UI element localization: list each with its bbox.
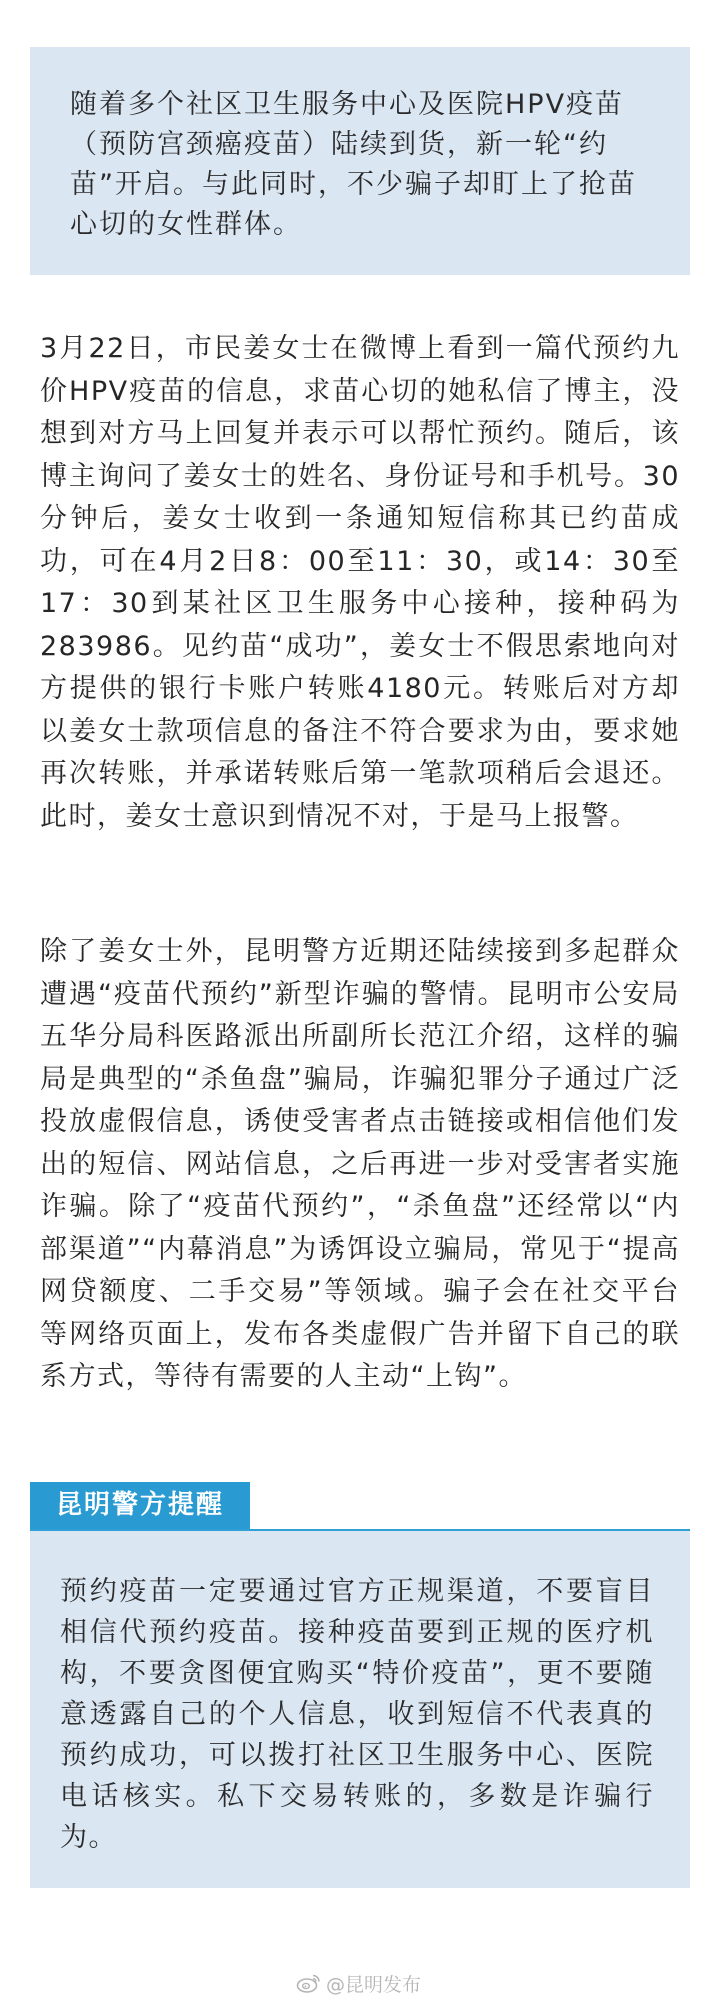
article-paragraph-2: 除了姜女士外，昆明警方近期还陆续接到多起群众遭遇“疫苗代预约”新型诈骗的警情。昆明市公安局五华分局科医路派出所副所长范江介绍，这样的骗局是典型的“杀鱼盘”骗局，诈骗犯罪分子通过广泛投放虚假信息，诱使受害者点击链接或相信他们发出的短信、网站信息，之后再进一步对受害者实施诈骗。除了“疫苗代预约”，“杀鱼盘”还经常以“内部渠道”“内幕消息”为诱饵设立骗局，常见于“提高网贷额度、二手交易”等领域。骗子会在社交平台等网络页面上，发布各类虚假广告并留下自己的联系方式，等待有需要的人主动“上钩”。 [40, 936, 680, 1392]
reminder-text: 预约疫苗一定要通过官方正规渠道，不要盲目相信代预约疫苗。接种疫苗要到正规的医疗机构，不要贪图便宜购买“特价疫苗”，更不要随意透露自己的个人信息，收到短信不代表真的预约成功，可以拨打社区卫生服务中心、医院电话核实。私下交易转账的，多数是诈骗行为。 [60, 1576, 654, 1853]
reminder-header [30, 1482, 690, 1531]
intro-box [30, 47, 690, 275]
watermark-text: @昆明发布 [326, 1973, 422, 1996]
weibo-icon [296, 1972, 322, 1994]
reminder-box [30, 1531, 690, 1888]
article-paragraph-1: 3月22日，市民姜女士在微博上看到一篇代预约九价HPV疫苗的信息，求苗心切的她私信了博主，没想到对方马上回复并表示可以帮忙预约。随后，该博主询问了姜女士的姓名、身份证号和手机号。30分钟后，姜女士收到一条通知短信称其已约苗成功，可在4月2日8：00至11：30，或14：30至17：30到某社区卫生服务中心接种，接种码为283986。见约苗“成功”，姜女士不假思索地向对方提供的银行卡账户转账4180元。转账后对方却以姜女士款项信息的备注不符合要求为由，要求她再次转账，并承诺转账后第一笔款项稍后会退还。此时，姜女士意识到情况不对，于是马上报警。 [40, 333, 680, 832]
watermark [296, 1969, 421, 1997]
reminder-title: 昆明警方提醒 [30, 1482, 250, 1529]
intro-text: 随着多个社区卫生服务中心及医院HPV疫苗（预防宫颈癌疫苗）陆续到货，新一轮“约苗”开启。与此同时，不少骗子却盯上了抢苗心切的女性群体。 [70, 89, 637, 240]
